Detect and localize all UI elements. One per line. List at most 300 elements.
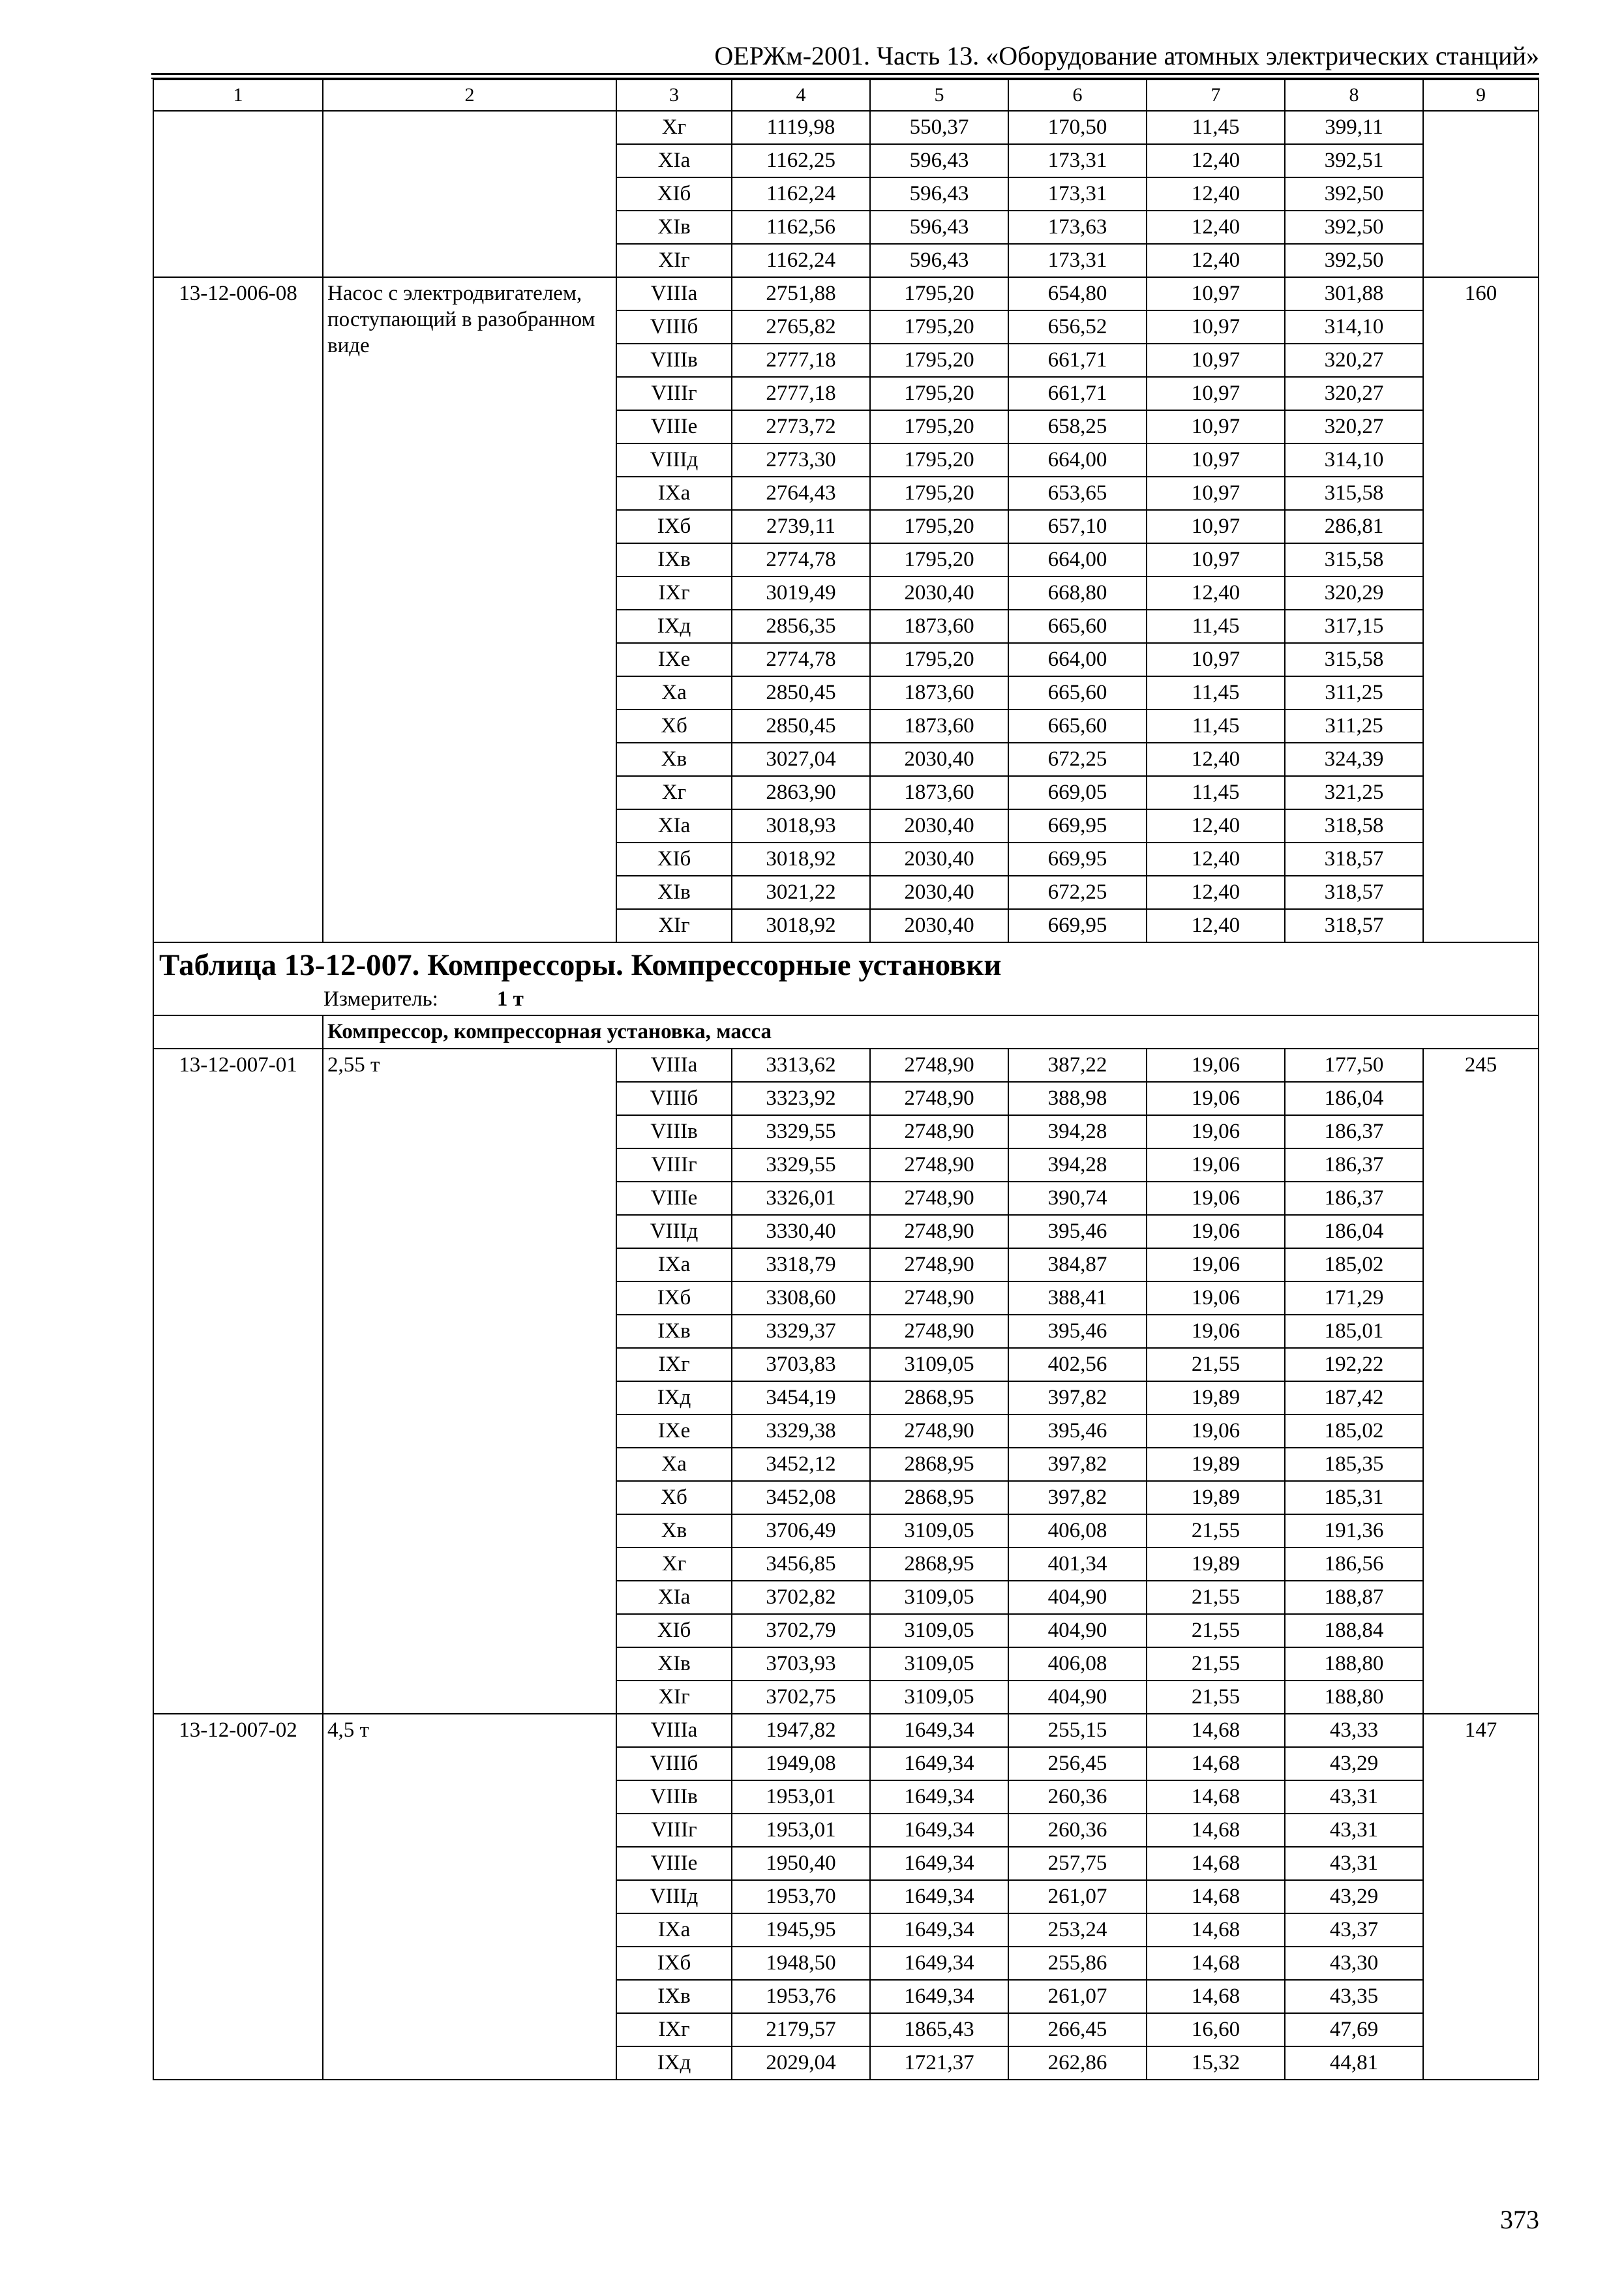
- table-body-compressors: [153, 1049, 1539, 2080]
- value-cell: 1649,34: [870, 1714, 1008, 1747]
- value-cell: 43,31: [1285, 1814, 1423, 1847]
- value-cell: 669,05: [1008, 776, 1147, 809]
- zone-cell: XIб: [616, 843, 732, 876]
- running-header: ОЕРЖм-2001. Часть 13. «Оборудование атомных электрических станций»: [714, 41, 1539, 70]
- value-cell: 173,31: [1008, 177, 1147, 211]
- value-cell: 2748,90: [870, 1148, 1008, 1182]
- value-cell: 10,97: [1147, 510, 1285, 543]
- zone-cell: IXв: [616, 1980, 732, 2013]
- value-cell: 314,10: [1285, 310, 1423, 344]
- column-number: 6: [1008, 80, 1147, 111]
- zone-cell: Xб: [616, 1481, 732, 1514]
- value-cell: 12,40: [1147, 843, 1285, 876]
- table-title-cell: [153, 942, 1539, 1015]
- value-cell: 1649,34: [870, 1847, 1008, 1880]
- zone-cell: IXг: [616, 1348, 732, 1381]
- value-cell: 314,10: [1285, 443, 1423, 477]
- value-cell: 3330,40: [732, 1215, 870, 1248]
- value-cell: 395,46: [1008, 1215, 1147, 1248]
- value-cell: 2030,40: [870, 743, 1008, 776]
- value-cell: 2748,90: [870, 1182, 1008, 1215]
- value-cell: 12,40: [1147, 876, 1285, 909]
- value-cell: 2748,90: [870, 1414, 1008, 1448]
- value-cell: 1949,08: [732, 1747, 870, 1780]
- value-cell: 3019,49: [732, 576, 870, 610]
- value-cell: 2773,30: [732, 443, 870, 477]
- zone-cell: XIг: [616, 909, 732, 942]
- value-cell: 257,75: [1008, 1847, 1147, 1880]
- value-cell: 186,04: [1285, 1082, 1423, 1115]
- zone-cell: Xа: [616, 1448, 732, 1481]
- value-cell: 260,36: [1008, 1814, 1147, 1847]
- column-number: 9: [1423, 80, 1539, 111]
- value-cell: 11,45: [1147, 610, 1285, 643]
- value-cell: 21,55: [1147, 1681, 1285, 1714]
- value-cell: 665,60: [1008, 676, 1147, 710]
- value-cell: 12,40: [1147, 743, 1285, 776]
- value-cell: 2748,90: [870, 1082, 1008, 1115]
- value-cell: 43,33: [1285, 1714, 1423, 1747]
- value-cell: 14,68: [1147, 1880, 1285, 1913]
- value-cell: 665,60: [1008, 610, 1147, 643]
- value-cell: 2748,90: [870, 1049, 1008, 1082]
- value-cell: 596,43: [870, 244, 1008, 277]
- zone-cell: VIIIг: [616, 1814, 732, 1847]
- value-cell: 1795,20: [870, 510, 1008, 543]
- value-cell: 14,68: [1147, 1847, 1285, 1880]
- value-cell: 255,86: [1008, 1947, 1147, 1980]
- value-cell: 320,29: [1285, 576, 1423, 610]
- value-cell: 1119,98: [732, 111, 870, 144]
- value-cell: 1945,95: [732, 1913, 870, 1947]
- value-cell: 2751,88: [732, 277, 870, 310]
- measure-label: Измеритель:: [323, 987, 438, 1011]
- value-cell: 43,31: [1285, 1847, 1423, 1880]
- value-cell: 43,31: [1285, 1780, 1423, 1814]
- zone-cell: VIIIв: [616, 344, 732, 377]
- value-cell: 3109,05: [870, 1514, 1008, 1548]
- value-cell: 1873,60: [870, 676, 1008, 710]
- measure-line: [154, 985, 1538, 1015]
- value-cell: 186,56: [1285, 1548, 1423, 1581]
- value-cell: 2850,45: [732, 676, 870, 710]
- value-cell: 170,50: [1008, 111, 1147, 144]
- value-cell: 404,90: [1008, 1681, 1147, 1714]
- value-cell: 1162,24: [732, 244, 870, 277]
- column-number: 4: [732, 80, 870, 111]
- value-cell: 12,40: [1147, 244, 1285, 277]
- value-cell: 596,43: [870, 177, 1008, 211]
- value-cell: 3452,08: [732, 1481, 870, 1514]
- zone-cell: XIг: [616, 1681, 732, 1714]
- value-cell: 188,84: [1285, 1614, 1423, 1647]
- value-cell: 19,06: [1147, 1115, 1285, 1148]
- value-cell: 186,37: [1285, 1182, 1423, 1215]
- value-cell: 186,37: [1285, 1148, 1423, 1182]
- value-cell: 19,89: [1147, 1448, 1285, 1481]
- column-number-row: [153, 80, 1539, 111]
- value-cell: 21,55: [1147, 1614, 1285, 1647]
- value-cell: 19,06: [1147, 1414, 1285, 1448]
- table-subheader: Компрессор, компрессорная установка, масса: [323, 1015, 1539, 1049]
- zone-cell: VIIIд: [616, 1215, 732, 1248]
- value-cell: 19,06: [1147, 1315, 1285, 1348]
- header-rule: [151, 73, 1539, 75]
- value-cell: 672,25: [1008, 743, 1147, 776]
- value-cell: 173,31: [1008, 144, 1147, 177]
- value-cell: 550,37: [870, 111, 1008, 144]
- value-cell: 2030,40: [870, 876, 1008, 909]
- value-cell: 186,04: [1285, 1215, 1423, 1248]
- zone-cell: VIIIв: [616, 1780, 732, 1814]
- value-cell: 1649,34: [870, 1780, 1008, 1814]
- value-cell: 185,01: [1285, 1315, 1423, 1348]
- value-cell: 1162,56: [732, 211, 870, 244]
- value-cell: 1795,20: [870, 643, 1008, 676]
- value-cell: 14,68: [1147, 1814, 1285, 1847]
- value-cell: 657,10: [1008, 510, 1147, 543]
- value-cell: 2748,90: [870, 1115, 1008, 1148]
- item-code: 13-12-007-01: [153, 1049, 323, 1714]
- value-cell: 12,40: [1147, 177, 1285, 211]
- value-cell: 3454,19: [732, 1381, 870, 1414]
- zone-cell: VIIIб: [616, 1747, 732, 1780]
- value-cell: 19,06: [1147, 1281, 1285, 1315]
- value-cell: 19,89: [1147, 1481, 1285, 1514]
- value-cell: 2856,35: [732, 610, 870, 643]
- value-cell: 12,40: [1147, 144, 1285, 177]
- value-cell: 21,55: [1147, 1514, 1285, 1548]
- value-cell: 11,45: [1147, 111, 1285, 144]
- value-cell: 311,25: [1285, 710, 1423, 743]
- zone-cell: Xг: [616, 1548, 732, 1581]
- value-cell: 47,69: [1285, 2013, 1423, 2046]
- value-cell: 1873,60: [870, 610, 1008, 643]
- table-title: Таблица 13-12-007. Компрессоры. Компрессорные установки: [159, 948, 1002, 982]
- value-cell: 596,43: [870, 211, 1008, 244]
- value-cell: 43,30: [1285, 1947, 1423, 1980]
- item-code: 13-12-007-02: [153, 1714, 323, 2080]
- value-cell: 3021,22: [732, 876, 870, 909]
- value-cell: 320,27: [1285, 410, 1423, 443]
- value-cell: 1953,01: [732, 1780, 870, 1814]
- value-cell: 387,22: [1008, 1049, 1147, 1082]
- value-cell: 661,71: [1008, 377, 1147, 410]
- table-row: [153, 1714, 1539, 1747]
- value-cell: 2030,40: [870, 909, 1008, 942]
- value-cell: 317,15: [1285, 610, 1423, 643]
- value-cell: 392,50: [1285, 177, 1423, 211]
- value-cell: 2765,82: [732, 310, 870, 344]
- value-cell: 388,98: [1008, 1082, 1147, 1115]
- table-row: [153, 277, 1539, 310]
- value-cell: 11,45: [1147, 676, 1285, 710]
- value-cell: 1795,20: [870, 543, 1008, 576]
- value-cell: 392,50: [1285, 244, 1423, 277]
- item-weight: 160: [1423, 277, 1539, 942]
- table-body-previous: [153, 80, 1539, 942]
- value-cell: 3329,55: [732, 1115, 870, 1148]
- value-cell: 173,31: [1008, 244, 1147, 277]
- zone-cell: VIIIе: [616, 410, 732, 443]
- column-number: 5: [870, 80, 1008, 111]
- price-table: [153, 79, 1539, 2080]
- value-cell: 2179,57: [732, 2013, 870, 2046]
- value-cell: 318,57: [1285, 909, 1423, 942]
- value-cell: 3109,05: [870, 1647, 1008, 1681]
- item-name: [323, 111, 616, 277]
- value-cell: 656,52: [1008, 310, 1147, 344]
- value-cell: 404,90: [1008, 1614, 1147, 1647]
- value-cell: 3702,75: [732, 1681, 870, 1714]
- column-number: 2: [323, 80, 616, 111]
- value-cell: 15,32: [1147, 2046, 1285, 2080]
- value-cell: 21,55: [1147, 1581, 1285, 1614]
- item-name: Насос с электродвигателем, поступающий в разобранном виде: [323, 277, 616, 942]
- value-cell: 401,34: [1008, 1548, 1147, 1581]
- value-cell: 1795,20: [870, 477, 1008, 510]
- value-cell: 12,40: [1147, 576, 1285, 610]
- zone-cell: IXв: [616, 1315, 732, 1348]
- zone-cell: XIб: [616, 1614, 732, 1647]
- value-cell: 14,68: [1147, 1780, 1285, 1814]
- value-cell: 19,89: [1147, 1548, 1285, 1581]
- value-cell: 653,65: [1008, 477, 1147, 510]
- value-cell: 1953,70: [732, 1880, 870, 1913]
- zone-cell: XIг: [616, 244, 732, 277]
- value-cell: 12,40: [1147, 809, 1285, 843]
- zone-cell: VIIIб: [616, 1082, 732, 1115]
- value-cell: 3109,05: [870, 1581, 1008, 1614]
- zone-cell: IXа: [616, 1248, 732, 1281]
- value-cell: 19,06: [1147, 1182, 1285, 1215]
- table-row: [153, 1049, 1539, 1082]
- value-cell: 3329,38: [732, 1414, 870, 1448]
- value-cell: 1795,20: [870, 310, 1008, 344]
- value-cell: 658,25: [1008, 410, 1147, 443]
- value-cell: 2030,40: [870, 809, 1008, 843]
- value-cell: 3109,05: [870, 1348, 1008, 1381]
- value-cell: 3703,83: [732, 1348, 870, 1381]
- value-cell: 262,86: [1008, 2046, 1147, 2080]
- value-cell: 43,37: [1285, 1913, 1423, 1947]
- value-cell: 255,15: [1008, 1714, 1147, 1747]
- value-cell: 10,97: [1147, 477, 1285, 510]
- value-cell: 43,29: [1285, 1880, 1423, 1913]
- value-cell: 1948,50: [732, 1947, 870, 1980]
- value-cell: 395,46: [1008, 1315, 1147, 1348]
- value-cell: 3323,92: [732, 1082, 870, 1115]
- value-cell: 404,90: [1008, 1581, 1147, 1614]
- value-cell: 324,39: [1285, 743, 1423, 776]
- value-cell: 392,50: [1285, 211, 1423, 244]
- item-name: 4,5 т: [323, 1714, 616, 2080]
- value-cell: 171,29: [1285, 1281, 1423, 1315]
- value-cell: 3018,92: [732, 909, 870, 942]
- value-cell: 10,97: [1147, 643, 1285, 676]
- value-cell: 2777,18: [732, 377, 870, 410]
- value-cell: 1649,34: [870, 1980, 1008, 2013]
- value-cell: 19,06: [1147, 1082, 1285, 1115]
- value-cell: 397,82: [1008, 1481, 1147, 1514]
- value-cell: 1947,82: [732, 1714, 870, 1747]
- zone-cell: IXд: [616, 610, 732, 643]
- zone-cell: VIIIа: [616, 1049, 732, 1082]
- value-cell: 173,63: [1008, 211, 1147, 244]
- value-cell: 315,58: [1285, 643, 1423, 676]
- value-cell: 3329,55: [732, 1148, 870, 1182]
- value-cell: 10,97: [1147, 543, 1285, 576]
- value-cell: 321,25: [1285, 776, 1423, 809]
- zone-cell: XIа: [616, 1581, 732, 1614]
- value-cell: 2774,78: [732, 643, 870, 676]
- zone-cell: IXб: [616, 1281, 732, 1315]
- zone-cell: IXб: [616, 1947, 732, 1980]
- value-cell: 1953,01: [732, 1814, 870, 1847]
- zone-cell: IXа: [616, 477, 732, 510]
- page-number: 373: [1500, 2205, 1539, 2234]
- value-cell: 3109,05: [870, 1681, 1008, 1714]
- zone-cell: Xа: [616, 676, 732, 710]
- value-cell: 185,02: [1285, 1248, 1423, 1281]
- value-cell: 1649,34: [870, 1814, 1008, 1847]
- column-number: 1: [153, 80, 323, 111]
- value-cell: 14,68: [1147, 1714, 1285, 1747]
- value-cell: 397,82: [1008, 1381, 1147, 1414]
- value-cell: 395,46: [1008, 1414, 1147, 1448]
- value-cell: 19,89: [1147, 1381, 1285, 1414]
- value-cell: 2863,90: [732, 776, 870, 809]
- value-cell: 3329,37: [732, 1315, 870, 1348]
- value-cell: 2764,43: [732, 477, 870, 510]
- value-cell: 19,06: [1147, 1215, 1285, 1248]
- column-number: 7: [1147, 80, 1285, 111]
- value-cell: 43,35: [1285, 1980, 1423, 2013]
- value-cell: 315,58: [1285, 477, 1423, 510]
- item-weight: 245: [1423, 1049, 1539, 1714]
- value-cell: 19,06: [1147, 1248, 1285, 1281]
- zone-cell: IXе: [616, 643, 732, 676]
- value-cell: 19,06: [1147, 1049, 1285, 1082]
- value-cell: 253,24: [1008, 1913, 1147, 1947]
- value-cell: 185,35: [1285, 1448, 1423, 1481]
- value-cell: 192,22: [1285, 1348, 1423, 1381]
- value-cell: 3703,93: [732, 1647, 870, 1681]
- value-cell: 2748,90: [870, 1248, 1008, 1281]
- value-cell: 406,08: [1008, 1647, 1147, 1681]
- zone-cell: IXг: [616, 2013, 732, 2046]
- value-cell: 394,28: [1008, 1115, 1147, 1148]
- value-cell: 2029,04: [732, 2046, 870, 2080]
- zone-cell: VIIIб: [616, 310, 732, 344]
- value-cell: 1950,40: [732, 1847, 870, 1880]
- zone-cell: XIв: [616, 876, 732, 909]
- value-cell: 669,95: [1008, 843, 1147, 876]
- value-cell: 1162,25: [732, 144, 870, 177]
- zone-cell: IXа: [616, 1913, 732, 1947]
- zone-cell: VIIIа: [616, 1714, 732, 1747]
- value-cell: 2739,11: [732, 510, 870, 543]
- value-cell: 301,88: [1285, 277, 1423, 310]
- value-cell: 2868,95: [870, 1548, 1008, 1581]
- value-cell: 186,37: [1285, 1115, 1423, 1148]
- value-cell: 19,06: [1147, 1148, 1285, 1182]
- zone-cell: Xб: [616, 710, 732, 743]
- value-cell: 11,45: [1147, 776, 1285, 809]
- value-cell: 3452,12: [732, 1448, 870, 1481]
- value-cell: 1795,20: [870, 277, 1008, 310]
- value-cell: 1649,34: [870, 1747, 1008, 1780]
- value-cell: 188,80: [1285, 1681, 1423, 1714]
- value-cell: 315,58: [1285, 543, 1423, 576]
- value-cell: 399,11: [1285, 111, 1423, 144]
- value-cell: 2773,72: [732, 410, 870, 443]
- zone-cell: IXе: [616, 1414, 732, 1448]
- value-cell: 654,80: [1008, 277, 1147, 310]
- value-cell: 187,42: [1285, 1381, 1423, 1414]
- value-cell: 44,81: [1285, 2046, 1423, 2080]
- value-cell: 668,80: [1008, 576, 1147, 610]
- value-cell: 188,80: [1285, 1647, 1423, 1681]
- value-cell: 388,41: [1008, 1281, 1147, 1315]
- item-weight: [1423, 111, 1539, 277]
- value-cell: 3308,60: [732, 1281, 870, 1315]
- value-cell: 406,08: [1008, 1514, 1147, 1548]
- value-cell: 10,97: [1147, 310, 1285, 344]
- zone-cell: IXв: [616, 543, 732, 576]
- value-cell: 669,95: [1008, 909, 1147, 942]
- item-code: [153, 111, 323, 277]
- value-cell: 390,74: [1008, 1182, 1147, 1215]
- zone-cell: Xг: [616, 776, 732, 809]
- zone-cell: XIа: [616, 809, 732, 843]
- value-cell: 1162,24: [732, 177, 870, 211]
- value-cell: 661,71: [1008, 344, 1147, 377]
- value-cell: 286,81: [1285, 510, 1423, 543]
- value-cell: 318,58: [1285, 809, 1423, 843]
- zone-cell: VIIIв: [616, 1115, 732, 1148]
- zone-cell: VIIIе: [616, 1847, 732, 1880]
- value-cell: 10,97: [1147, 443, 1285, 477]
- value-cell: 320,27: [1285, 377, 1423, 410]
- zone-cell: Xг: [616, 111, 732, 144]
- value-cell: 10,97: [1147, 410, 1285, 443]
- zone-cell: Xв: [616, 1514, 732, 1548]
- value-cell: 394,28: [1008, 1148, 1147, 1182]
- value-cell: 3109,05: [870, 1614, 1008, 1647]
- zone-cell: VIIIа: [616, 277, 732, 310]
- value-cell: 2777,18: [732, 344, 870, 377]
- value-cell: 3326,01: [732, 1182, 870, 1215]
- value-cell: 3018,93: [732, 809, 870, 843]
- value-cell: 397,82: [1008, 1448, 1147, 1481]
- value-cell: 2748,90: [870, 1281, 1008, 1315]
- value-cell: 11,45: [1147, 710, 1285, 743]
- zone-cell: IXб: [616, 510, 732, 543]
- measure-value: 1 т: [496, 987, 524, 1011]
- value-cell: 12,40: [1147, 211, 1285, 244]
- value-cell: 2850,45: [732, 710, 870, 743]
- value-cell: 669,95: [1008, 809, 1147, 843]
- value-cell: 672,25: [1008, 876, 1147, 909]
- value-cell: 3706,49: [732, 1514, 870, 1548]
- zone-cell: VIIIе: [616, 1182, 732, 1215]
- table-section-header: [153, 942, 1539, 1049]
- value-cell: 1865,43: [870, 2013, 1008, 2046]
- value-cell: 256,45: [1008, 1747, 1147, 1780]
- value-cell: 3702,82: [732, 1581, 870, 1614]
- value-cell: 185,31: [1285, 1481, 1423, 1514]
